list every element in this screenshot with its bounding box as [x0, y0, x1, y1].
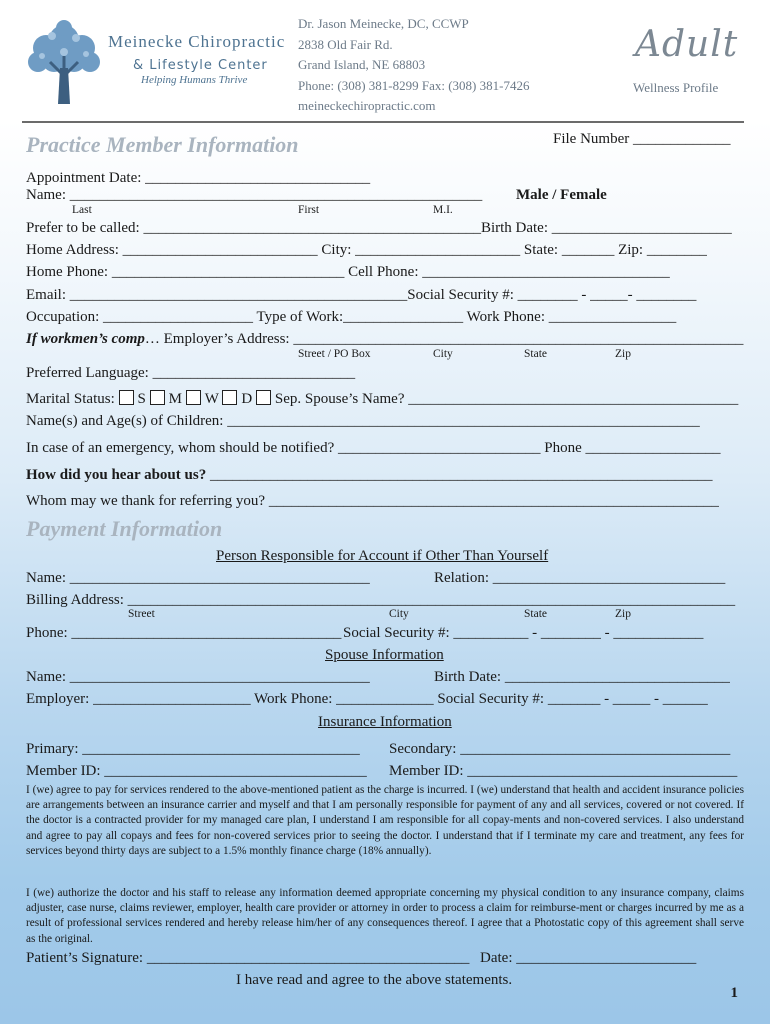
- address-hint-state: State: [524, 348, 547, 360]
- tree-logo-icon: [24, 18, 104, 106]
- release-authorization-text: I (we) authorize the doctor and his staff to release any information deemed appropriate concerning my physical condition to any insurance company, claims adjuster, case nurse, claims reviewer, employer, health care provider or attorney in order to process a claim for reimburse-ment or charges incurred by me as a result of professional services rendered and hereby release him/her of any consequences thereof. I agree that a Photostatic copy of this agreement shall serve as the original.: [26, 887, 744, 945]
- children-field[interactable]: Name(s) and Age(s) of Children: _______________________________________________________________: [26, 413, 700, 429]
- name-hint-mi: M.I.: [433, 204, 453, 216]
- responsible-relation-field[interactable]: Relation: _______________________________: [434, 570, 726, 586]
- marital-option-s: S: [137, 391, 146, 407]
- street-address: 2838 Old Fair Rd.: [298, 36, 393, 52]
- preferred-name-birthdate-field[interactable]: Prefer to be called: _____________________________________________Birth Date: ________________________: [26, 220, 732, 236]
- marital-checkbox-sep[interactable]: [256, 390, 271, 405]
- brand-tagline: Helping Humans Thrive: [141, 74, 248, 86]
- marital-option-m: M: [168, 391, 182, 407]
- secondary-member-id-field[interactable]: Member ID: ____________________________________: [389, 763, 738, 779]
- marital-checkbox-s[interactable]: [119, 390, 134, 405]
- employer-address-line: … Employer’s Address: ____________________________________________________________: [144, 331, 744, 347]
- section-title-member: Practice Member Information: [26, 132, 299, 157]
- spouse-birthdate-field[interactable]: Birth Date: ______________________________: [434, 669, 730, 685]
- section-title-payment: Payment Information: [26, 516, 223, 541]
- marital-checkbox-d[interactable]: [222, 390, 237, 405]
- contact-block: [298, 14, 529, 117]
- billing-hint-city: City: [389, 608, 409, 620]
- brand-name: Meinecke Chiropractic: [108, 32, 286, 51]
- phone-fax: Phone: (308) 381-8299 Fax: (308) 381-7426: [298, 77, 530, 93]
- primary-insurance-field[interactable]: Primary: _____________________________________: [26, 741, 360, 757]
- billing-address-field[interactable]: Billing Address: _________________________________________________________________________________: [26, 592, 736, 608]
- form-subtitle: Wellness Profile: [633, 80, 719, 95]
- workcomp-address-field[interactable]: [26, 330, 743, 348]
- marital-status-row: [26, 390, 738, 408]
- agreement-statement: I have read and agree to the above statements.: [236, 972, 513, 988]
- primary-member-id-field[interactable]: Member ID: ___________________________________: [26, 763, 367, 779]
- spouse-info-heading: Spouse Information: [325, 647, 444, 663]
- phone-fields[interactable]: Home Phone: _______________________________ Cell Phone: _________________________________: [26, 264, 670, 280]
- financial-agreement-text: I (we) agree to pay for services rendered to the above-mentioned patient as the charge is incurred. I (we) understand that health and accident insurance policies are arrangements between an insurance carrier and myself and that I am personally responsible for payment of any and all services, covered or not covered. If the doctor is a contracted provider for my managed care plan, I understand I am responsible for all copay-ments and non-covered services. I also understand and agree to pay all copays and fees for non-covered services prior to seeing the doctor. I understand that if I terminate my care and treatment, any fees for services beyond thirty days are subject to a 1.5% monthly finance charge (18% annually).: [26, 784, 744, 857]
- home-address-field[interactable]: Home Address: __________________________ City: ______________________ State: _______ Zip: ________: [26, 242, 707, 258]
- preferred-language-field[interactable]: Preferred Language: ___________________________: [26, 365, 356, 381]
- insurance-info-heading: Insurance Information: [318, 714, 452, 730]
- referral-source-field[interactable]: [26, 466, 712, 484]
- address-hint-city: City: [433, 348, 453, 360]
- responsible-party-heading: Person Responsible for Account if Other Than Yourself: [216, 548, 549, 564]
- marital-checkbox-m[interactable]: [150, 390, 165, 405]
- appointment-date-field[interactable]: Appointment Date: ______________________________: [26, 170, 371, 186]
- page-number: 1: [730, 985, 738, 1001]
- patient-signature-field[interactable]: Patient’s Signature: ___________________________________________: [26, 950, 470, 966]
- email-ssn-field[interactable]: Email: _____________________________________________Social Security #: ________ - _____- ________: [26, 287, 697, 303]
- responsible-name-field[interactable]: Name: ________________________________________: [26, 570, 370, 586]
- address-hint-zip: Zip: [615, 348, 631, 360]
- sex-field[interactable]: Male / Female: [516, 187, 607, 203]
- responsible-ssn-field[interactable]: Social Security #: __________ - ________ - ____________: [343, 625, 704, 641]
- billing-hint-street: Street: [128, 608, 155, 620]
- referral-source-line: ___________________________________________________________________: [206, 467, 713, 483]
- brand-subtitle: & Lifestyle Center: [133, 58, 268, 73]
- name-hint-first: First: [298, 204, 320, 216]
- billing-hint-state: State: [524, 608, 547, 620]
- spouse-name-field[interactable]: Name: ________________________________________: [26, 669, 370, 685]
- doctor-name: Dr. Jason Meinecke, DC, CCWP: [298, 16, 469, 31]
- form-type-badge: Adult: [635, 24, 739, 65]
- separated-spouse-field[interactable]: Sep. Spouse’s Name? ____________________________________________: [274, 391, 739, 407]
- marital-checkbox-w[interactable]: [186, 390, 201, 405]
- marital-option-d: D: [241, 391, 253, 407]
- header-divider: [22, 121, 744, 123]
- billing-hint-zip: Zip: [615, 608, 631, 620]
- referrer-thanks-field[interactable]: Whom may we thank for referring you? ____________________________________________________________: [26, 493, 719, 509]
- signature-date-field[interactable]: Date: ________________________: [480, 950, 697, 966]
- workcomp-label: If workmen’s comp: [26, 331, 145, 347]
- name-field[interactable]: Name: _______________________________________________________: [26, 187, 483, 203]
- address-hint-street: Street / PO Box: [298, 348, 371, 360]
- city-state-zip: Grand Island, NE 68803: [298, 57, 426, 72]
- website-link[interactable]: meineckechiropractic.com: [298, 98, 436, 113]
- marital-status-label: Marital Status:: [26, 391, 115, 407]
- occupation-field[interactable]: Occupation: ____________________ Type of Work:________________ Work Phone: _________________: [26, 309, 677, 325]
- name-hint-last: Last: [72, 204, 92, 216]
- file-number-field[interactable]: File Number _____________: [553, 131, 731, 147]
- secondary-insurance-field[interactable]: Secondary: ____________________________________: [389, 741, 731, 757]
- emergency-contact-field[interactable]: In case of an emergency, whom should be notified? ___________________________ Phone __________________: [26, 440, 721, 456]
- spouse-employer-field[interactable]: Employer: _____________________ Work Phone: _____________ Social Security #: _______ - _____ - ______: [26, 691, 708, 707]
- referral-source-label: How did you hear about us?: [26, 467, 207, 483]
- marital-option-w: W: [204, 391, 219, 407]
- responsible-phone-field[interactable]: Phone: ____________________________________: [26, 625, 342, 641]
